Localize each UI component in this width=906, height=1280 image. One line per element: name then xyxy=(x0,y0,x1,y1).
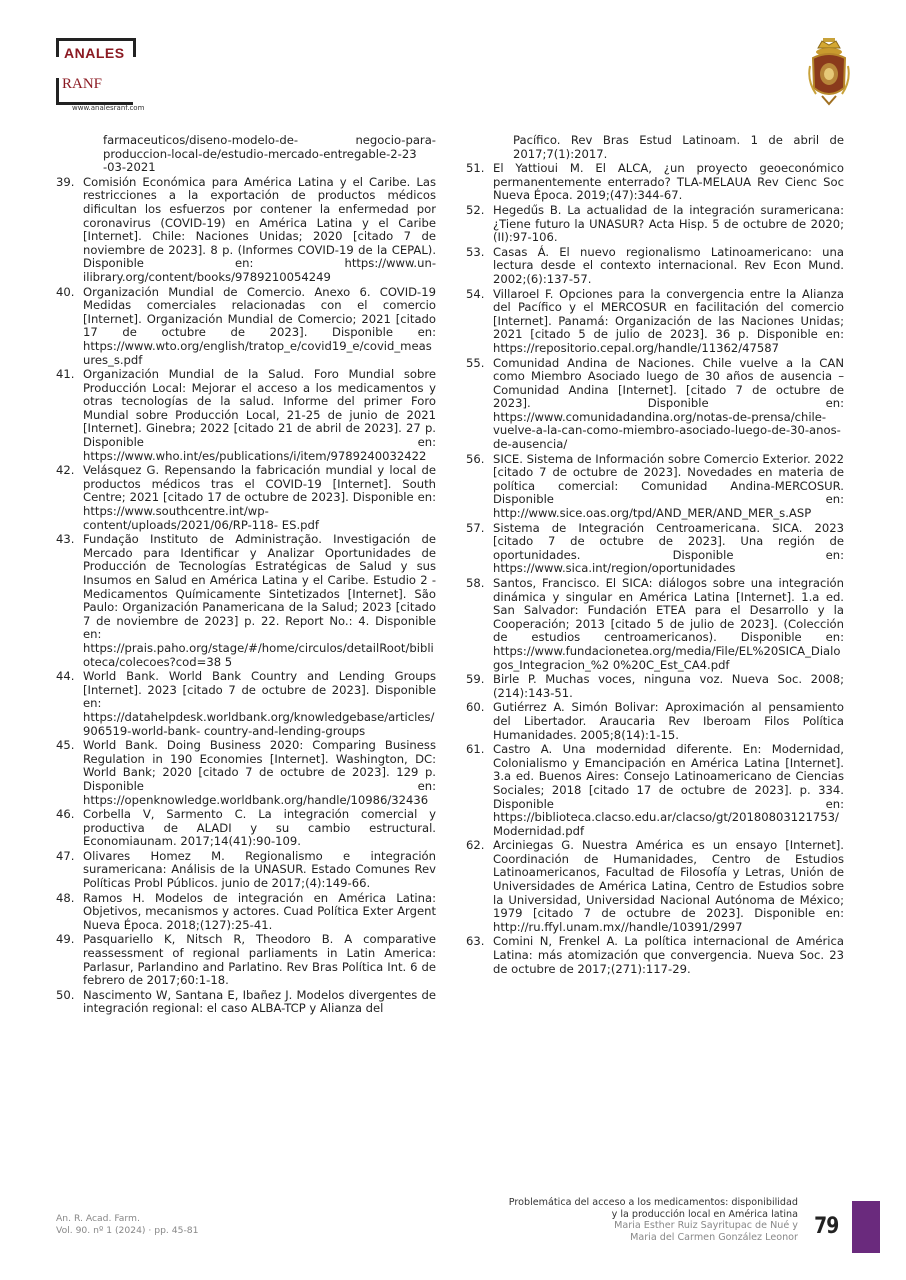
page-accent-tab xyxy=(852,1201,880,1253)
footer-authors-line2: Maria del Carmen González Leonor xyxy=(630,1231,798,1243)
reference-number: 51. xyxy=(466,161,485,176)
reference-number: 62. xyxy=(466,838,485,853)
journal-logo xyxy=(56,38,186,118)
reference-item xyxy=(56,176,436,285)
reference-item xyxy=(466,204,844,245)
reference-number: 50. xyxy=(56,987,75,1002)
reference-text: Sistema de Integración Centroamericana. SICA. 2023 [citado 7 de octubre de 2023]. Una región de oportunidades. Disponible en: https://www.sica.int/region/oportunidades xyxy=(493,520,844,576)
reference-number: 52. xyxy=(466,202,485,217)
reference-number: 61. xyxy=(466,742,485,757)
reference-number: 53. xyxy=(466,244,485,259)
logo-ranf-text: RANF xyxy=(62,76,103,92)
reference-text: Fundação Instituto de Administração. Investigación de Mercado para Identificar y Analizar Oportunidades de Producción de Tecnologías Estratégicas de Salud y sus Insumos en Salud en América Latina y el Caribe. Estudio 2 - Medicamentos Químicamente Sintetizados [Internet]. São Paulo: Organización Panamericana de la Salud; 2023 [citado 7 de noviembre de 2023] p. 22. Report No.: 4. Disponible en: https://prais.paho.org/stage/#/home/circulos/detailRoot/biblioteca/colecoes?cod=38 5 xyxy=(83,532,436,669)
reference-text: Villaroel F. Opciones para la convergencia entre la Alianza del Pacífico y el MERCOSUR en facilitación del comercio [Internet]. Panamá: Organización de las Naciones Unidas; 2021 [citado 5 de julio de 2023]. 36 p. Disponible en: https://repositorio.cepal.org/handle/11362/47587 xyxy=(493,286,844,355)
reference-text: Hegedűs B. La actualidad de la integración suramericana: ¿Tiene futuro la UNASUR? Acta Hisp. 5 de octubre de 2020;(II):97-106. xyxy=(493,202,844,245)
reference-text: Gutiérrez A. Simón Bolivar: Aproximación al pensamiento del Libertador. Araucaria Rev Iberoam Filos Política Humanidades. 2005;8(14):1-15. xyxy=(493,700,844,742)
reference-item xyxy=(56,989,436,1016)
reference-text: Birle P. Muchas voces, ninguna voz. Nueva Soc. 2008;(214):143-51. xyxy=(493,672,844,700)
reference-number: 59. xyxy=(466,672,485,687)
reference-item xyxy=(56,368,436,463)
page-number: 79 xyxy=(814,1214,839,1239)
reference-item xyxy=(56,739,436,807)
reference-text: Casas Á. El nuevo regionalismo Latinoamericano: una lectura desde el contexto internacional. Rev Econ Mund. 2002;(6):137-57. xyxy=(493,244,844,286)
reference-text: SICE. Sistema de Información sobre Comercio Exterior. 2022 [citado 7 de octubre de 2023]. Novedades en materia de política comercial: Comunidad Andina-MERCOSUR. Disponible en: http://www.sice.oas.org/tpd/AND_MER/AND_MER_s.ASP xyxy=(493,451,844,521)
reference-item xyxy=(466,743,844,838)
footer-authors-line1: Maria Esther Ruiz Sayritupac de Nué y xyxy=(614,1220,798,1231)
reference-number: 47. xyxy=(56,848,75,863)
reference-number: 39. xyxy=(56,174,75,189)
reference-number: 48. xyxy=(56,890,75,905)
reference-item xyxy=(56,933,436,987)
reference-item xyxy=(466,453,844,521)
footer-volume: Vol. 90. nº 1 (2024) · pp. 45-81 xyxy=(56,1224,199,1236)
footer-title-line2: y la producción local en América latina xyxy=(611,1208,798,1220)
reference-text: Castro A. Una modernidad diferente. En: Modernidad, Colonialismo y Emancipación en América Latina [Internet]. 3.a ed. Buenos Aires: Consejo Latinoamericano de Ciencias Sociales; 2018 [citado 17 de octubre de 2023]. p. 334. Disponible en: https://biblioteca.clacso.edu.ar/clacso/gt/20180803121753/Modernidad.pdf xyxy=(493,742,844,838)
reference-item xyxy=(56,670,436,738)
reference-item xyxy=(466,522,844,576)
right-continuation: Pacífico. Rev Bras Estud Latinoam. 1 de abril de 2017;7(1):2017. xyxy=(513,133,844,161)
reference-item xyxy=(56,464,436,532)
reference-number: 46. xyxy=(56,807,75,822)
logo-url: www.analesranf.com xyxy=(72,104,145,112)
reference-item xyxy=(56,286,436,368)
reference-text: World Bank. World Bank Country and Lending Groups [Internet]. 2023 [citado 7 de octubre de 2023]. Disponible en: https://datahelpdesk.worldbank.org/knowledgebase/articles/906519-world-bank- country-and-lending-groups xyxy=(83,669,436,738)
reference-number: 55. xyxy=(466,355,485,370)
reference-item xyxy=(56,808,436,849)
reference-item xyxy=(466,288,844,356)
reference-item xyxy=(466,839,844,934)
reference-item xyxy=(56,533,436,669)
reference-text: Organización Mundial de la Salud. Foro Mundial sobre Producción Local: Mejorar el acceso a los medicamentos y otras tecnologías de la salud. Informe del primer Foro Mundial sobre Producción Local, 21-25 de junio de 2021 [Internet]. Ginebra; 2022 [citado 21 de abril de 2023]. 27 p. Disponible en: https://www.who.int/es/publications/i/item/9789240032422 xyxy=(83,367,436,463)
reference-item xyxy=(466,701,844,742)
right-column xyxy=(466,134,844,977)
reference-text: Pasquariello K, Nitsch R, Theodoro B. A comparative reassessment of regional parliaments in Latin America: Parlasur, Parlandino and Parlatino. Rev Bras Política Int. 6 de febrero de 2017;60:1-18. xyxy=(83,932,436,988)
footer-article-info xyxy=(438,1197,798,1243)
reference-text: World Bank. Doing Business 2020: Comparing Business Regulation in 190 Economies [Internet]. Washington, DC: World Bank; 2020 [citado 7 de octubre de 2023]. 129 p. Disponible en: https://openknowledge.worldbank.org/handle/10986/32436 xyxy=(83,738,436,807)
reference-number: 60. xyxy=(466,700,485,715)
reference-number: 57. xyxy=(466,520,485,535)
reference-text: El Yattioui M. El ALCA, ¿un proyecto geoeconómico permanentemente enterrado? TLA-MELAUA Rev Cienc Soc Nueva Época. 2019;(47):344-67. xyxy=(493,161,844,203)
reference-text: Olivares Homez M. Regionalismo e integración suramericana: Análisis de la UNASUR. Estado Comunes Rev Políticas Probl Públicos. junio de 2017;(4):149-66. xyxy=(83,848,436,891)
reference-item xyxy=(466,357,844,452)
reference-text: Organización Mundial de Comercio. Anexo 6. COVID-19 Medidas comerciales relacionadas con el comercio [Internet]. Organización Mundial de Comercio; 2021 [citado 17 de octubre de 2023]. Disponible en: https://www.wto.org/english/tratop_e/covid19_e/covid_measures_s.pdf xyxy=(83,284,436,367)
reference-number: 43. xyxy=(56,532,75,547)
reference-text: Ramos H. Modelos de integración en América Latina: Objetivos, mecanismos y actores. Cuad Política Exter Argent Nueva Época. 2018;(127):25-41. xyxy=(83,890,436,932)
reference-number: 63. xyxy=(466,934,485,949)
right-reference-list xyxy=(466,162,844,976)
reference-item xyxy=(56,850,436,891)
reference-item xyxy=(466,246,844,287)
reference-text: Nascimento W, Santana E, Ibañez J. Modelos divergentes de integración regional: el caso ALBA-TCP y Alianza del xyxy=(83,987,436,1016)
reference-number: 49. xyxy=(56,932,75,947)
left-continuation: farmaceuticos/diseno-modelo-de- negocio-para-produccion-local-de/estudio-mercado-entregable-2-23 -03-2021 xyxy=(103,133,436,175)
reference-item xyxy=(466,935,844,976)
reference-number: 54. xyxy=(466,286,485,301)
reference-number: 44. xyxy=(56,669,75,684)
reference-text: Comunidad Andina de Naciones. Chile vuelve a la CAN como Miembro Asociado luego de 30 años de ausencia – Comunidad Andina [Internet]. [citado 7 de octubre de 2023]. Disponible en: https://www.comunidadandina.org/notas-de-prensa/chile-vuelve-a-la-can-como-miembro-asociado-luego-de-30-anos-de-ausencia/ xyxy=(493,355,844,452)
footer-journal-name: An. R. Acad. Farm. xyxy=(56,1213,140,1224)
footer-title-line1: Problemática del acceso a los medicamentos: disponibilidad xyxy=(508,1197,798,1208)
reference-text: Comini N, Frenkel A. La política internacional de América Latina: más atomización que convergencia. Nueva Soc. 23 de octubre de 2017;(271):117-29. xyxy=(493,934,844,976)
reference-number: 58. xyxy=(466,576,485,590)
reference-number: 41. xyxy=(56,367,75,382)
reference-number: 42. xyxy=(56,463,75,478)
footer-journal-info xyxy=(56,1213,198,1236)
reference-text: Corbella V, Sarmento C. La integración comercial y productiva de ALADI y su cambio estructural. Economiaunam. 2017;14(41):90-109. xyxy=(83,807,436,849)
reference-text: Santos, Francisco. El SICA: diálogos sobre una integración dinámica y singular en América Latina [Internet]. 1.a ed. San Salvador: Fundación ETEA para el Desarrollo y la Cooperación; 2013 [citado 5 de julio de 2023]. (Colección de estudios centroamericanos). Disponible en: https://www.fundacionetea.org/media/File/EL%20SICA_Dialogos_Integracion_%2 0%20C_Est_CA4.pdf xyxy=(493,576,844,672)
reference-item xyxy=(56,892,436,933)
reference-number: 45. xyxy=(56,738,75,753)
reference-text: Velásquez G. Repensando la fabricación mundial y local de productos médicos tras el COVID-19 [Internet]. South Centre; 2021 [citado 17 de octubre de 2023]. Disponible en: https://www.southcentre.int/wp-content/uploads/2021/06/RP-118- ES.pdf xyxy=(83,463,436,532)
reference-number: 56. xyxy=(466,451,485,466)
logo-anales-text: ANALES xyxy=(64,45,125,61)
reference-item xyxy=(466,162,844,203)
reference-text: Arciniegas G. Nuestra América es un ensayo [Internet]. Coordinación de Humanidades, Centro de Estudios Latinoamericanos, Facultad de Filosofía y Letras, Unión de Universidades de América Latina, Centro de Estudios sobre la Universidad, Universidad Nacional Autónoma de México; 1979 [citado 7 de octubre de 2023]. Disponible en: http://ru.ffyl.unam.mx//handle/10391/2997 xyxy=(493,838,844,934)
reference-item xyxy=(466,673,844,700)
left-reference-list xyxy=(56,176,436,1016)
reference-number: 40. xyxy=(56,284,75,299)
left-column xyxy=(56,134,436,1017)
reference-text: Comisión Económica para América Latina y el Caribe. Las restricciones a la exportación de productos médicos dificultan los esfuerzos por contener la enfermedad por coronavirus (COVID-19) en América Latina y el Caribe [Internet]. Chile: Naciones Unidas; 2020 [citado 7 de noviembre de 2023]. 8 p. (Informes COVID-19 de la CEPAL). Disponible en: https://www.un-ilibrary.org/content/books/9789210054249 xyxy=(83,174,436,284)
reference-item xyxy=(466,577,844,672)
royal-crest-icon xyxy=(806,36,852,106)
